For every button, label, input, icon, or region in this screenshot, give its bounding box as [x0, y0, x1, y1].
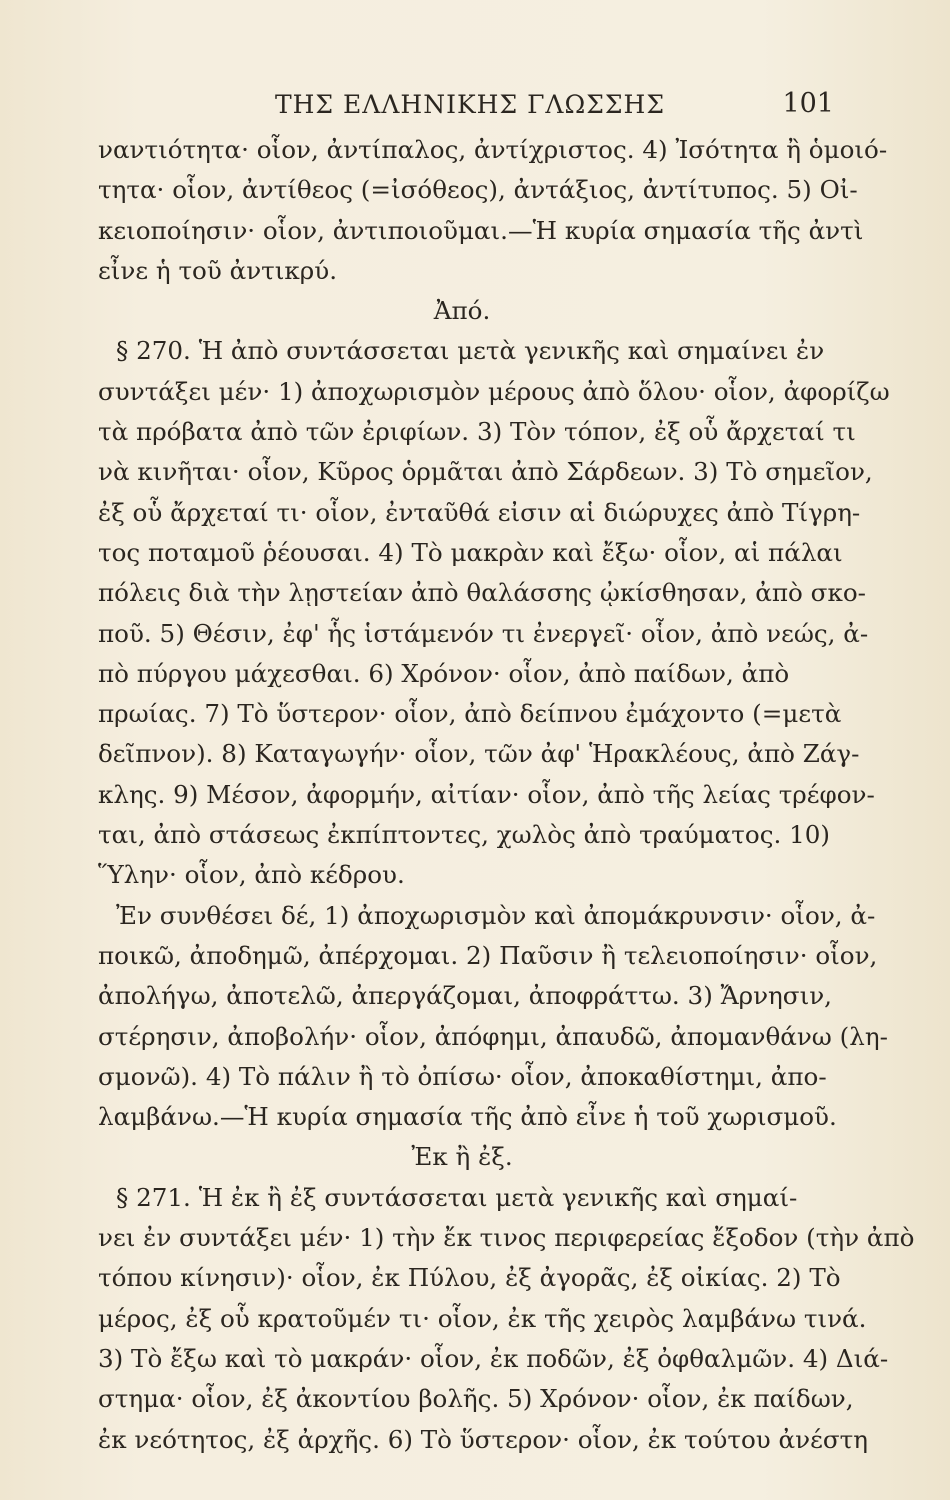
page-number: 101	[782, 88, 834, 119]
text-line: Ὕλην· οἷον, ἀπὸ κέδρου.	[98, 860, 405, 890]
body-text	[98, 130, 915, 1460]
text-line: πὸ πύργου μάχεσθαι. 6) Χρόνον· οἷον, ἀπὸ παίδων, ἀπὸ	[98, 658, 790, 688]
text-line: μέρος, ἐξ οὗ κρατοῦμέν τι· οἷον, ἐκ τῆς χειρὸς λαμβάνω τινά.	[98, 1303, 867, 1333]
text-line: συντάξει μέν· 1) ἀποχωρισμὸν μέρους ἀπὸ ὅλου· οἷον, ἀφορίζω	[98, 376, 890, 406]
text-line: ποικῶ, ἀποδημῶ, ἀπέρχομαι. 2) Παῦσιν ἢ τελειοποίησιν· οἷον,	[98, 940, 878, 970]
text-line: ἀπολήγω, ἀποτελῶ, ἀπεργάζομαι, ἀποφράττω. 3) Ἄρνησιν,	[98, 981, 832, 1011]
text-line: στημα· οἷον, ἐξ ἀκοντίου βολῆς. 5) Χρόνον· οἷον, ἐκ παίδων,	[98, 1384, 854, 1414]
section-heading-apo: Ἀπό.	[433, 296, 491, 326]
page-header	[110, 84, 834, 124]
text-line: λαμβάνω.—Ἡ κυρία σημασία τῆς ἀπὸ εἶνε ἡ τοῦ χωρισμοῦ.	[98, 1102, 837, 1132]
text-line: ται, ἀπὸ στάσεως ἐκπίπτοντες, χωλὸς ἀπὸ τραύματος. 10)	[98, 820, 830, 850]
text-line: τος ποταμοῦ ῥέουσαι. 4) Τὸ μακρὰν καὶ ἔξω· οἷον, αἱ πάλαι	[98, 537, 843, 567]
text-line: νει ἐν συντάξει μέν· 1) τὴν ἔκ τινος περιφερείας ἔξοδον (τὴν ἀπὸ	[98, 1223, 915, 1253]
text-line: κειοποίησιν· οἷον, ἀντιποιοῦμαι.—Ἡ κυρία σημασία τῆς ἀντὶ	[98, 215, 864, 245]
text-line: σμονῶ). 4) Τὸ πάλιν ἢ τὸ ὀπίσω· οἷον, ἀποκαθίστημι, ἀπο-	[98, 1061, 827, 1091]
paragraph-composition-start: Ἐν συνθέσει δέ, 1) ἀποχωρισμὸν καὶ ἀπομάκρυνσιν· οἷον, ἀ-	[116, 900, 876, 930]
text-line: στέρησιν, ἀποβολήν· οἷον, ἀπόφημι, ἀπαυδῶ, ἀπομανθάνω (λη-	[98, 1021, 888, 1051]
text-line: ἐκ νεότητος, ἐξ ἀρχῆς. 6) Τὸ ὕστερον· οἷον, ἐκ τούτου ἀνέστη	[98, 1424, 868, 1454]
text-line: πρωίας. 7) Τὸ ὕστερον· οἷον, ἀπὸ δείπνου ἐμάχοντο (=μετὰ	[98, 699, 842, 729]
text-line: ναντιότητα· οἷον, ἀντίπαλος, ἀντίχριστος. 4) Ἰσότητα ἢ ὁμοιό-	[98, 135, 888, 164]
section-heading-ek: Ἐκ ἢ ἐξ.	[411, 1142, 513, 1172]
text-line: τόπου κίνησιν)· οἷον, ἐκ Πύλου, ἐξ ἀγορᾶς, ἐξ οἰκίας. 2) Τὸ	[98, 1263, 841, 1293]
text-line: πόλεις διὰ τὴν λῃστείαν ἀπὸ θαλάσσης ᾠκίσθησαν, ἀπὸ σκο-	[98, 578, 866, 608]
text-line: ποῦ. 5) Θέσιν, ἐφ' ἧς ἱστάμενόν τι ἐνεργεῖ· οἷον, ἀπὸ νεώς, ἀ-	[98, 618, 869, 648]
text-line: κλης. 9) Μέσον, ἀφορμήν, αἰτίαν· οἷον, ἀπὸ τῆς λείας τρέφον-	[98, 779, 875, 809]
text-line: τὰ πρόβατα ἀπὸ τῶν ἐριφίων. 3) Τὸν τόπον, ἐξ οὗ ἄρχεταί τι	[98, 417, 856, 447]
text-line: 3) Τὸ ἔξω καὶ τὸ μακράν· οἷον, ἐκ ποδῶν, ἐξ ὀφθαλμῶν. 4) Διά-	[98, 1343, 889, 1373]
text-line: νὰ κινῆται· οἷον, Κῦρος ὁρμᾶται ἀπὸ Σάρδεων. 3) Τὸ σημεῖον,	[98, 457, 873, 487]
paragraph-270-start: § 270. Ἡ ἀπὸ συντάσσεται μετὰ γενικῆς καὶ σημαίνει ἐν	[116, 336, 825, 366]
text-line: ἐξ οὗ ἄρχεταί τι· οἷον, ἐνταῦθά εἰσιν αἱ διώρυχες ἀπὸ Τίγρη-	[98, 497, 861, 527]
paragraph-271-start: § 271. Ἡ ἐκ ἢ ἐξ συντάσσεται μετὰ γενικῆς καὶ σημαί-	[116, 1182, 798, 1212]
text-line: δεῖπνον). 8) Καταγωγήν· οἷον, τῶν ἀφ' Ἡρακλέους, ἀπὸ Ζάγ-	[98, 739, 860, 769]
running-title: ΤΗΣ ΕΛΛΗΝΙΚΗΣ ΓΛΩΣΣΗΣ	[274, 90, 666, 119]
text-line: εἶνε ἡ τοῦ ἀντικρύ.	[98, 255, 338, 285]
text-line: τητα· οἷον, ἀντίθεος (=ἰσόθεος), ἀντάξιος, ἀντίτυπος. 5) Οἰ-	[98, 175, 858, 205]
